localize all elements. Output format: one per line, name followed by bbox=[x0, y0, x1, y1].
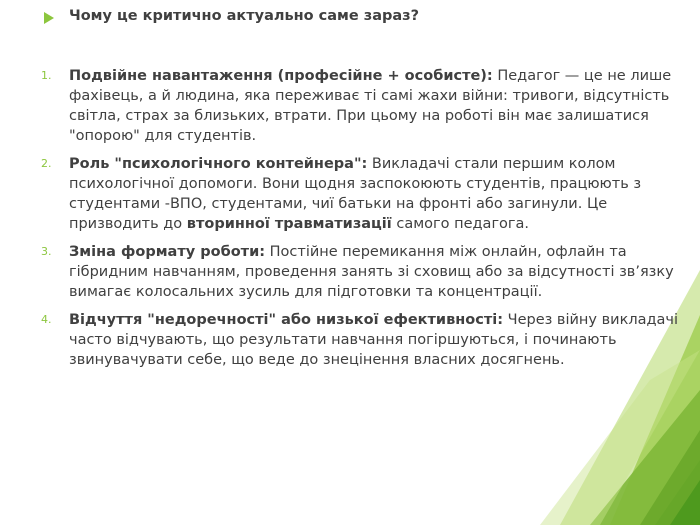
list-item-number: 2. bbox=[41, 157, 52, 170]
body-text: Через війну викладачі часто відчувають, що результати навчання погіршуються, і починають звинувачувати себе, що веде до знецінення власних досягнень. bbox=[69, 312, 678, 368]
slide-heading: Чому це критично актуально саме зараз? bbox=[69, 8, 419, 24]
list-item bbox=[41, 66, 679, 146]
bold-text: Відчуття "недоречності" або низької ефективності: bbox=[69, 312, 504, 328]
body-text: Постійне перемикання між онлайн, офлайн та гібридним навчанням, проведення занять зі сховищ або за відсутності зв’язку вимагає колосальних зусиль для підготовки та концентрації. bbox=[69, 244, 674, 300]
list-item-number: 4. bbox=[41, 313, 52, 326]
arrow-bullet-icon bbox=[44, 12, 54, 24]
list-item bbox=[41, 310, 679, 370]
list-item bbox=[41, 154, 679, 234]
body-text: самого педагога. bbox=[391, 216, 530, 232]
bold-text: Роль "психологічного контейнера": bbox=[69, 156, 368, 172]
bold-text: Зміна формату роботи: bbox=[69, 244, 266, 260]
body-text: Викладачі стали першим колом психологічної допомоги. Вони щодня заспокоюють студентів, працюють з студентами -ВПО, студентами, чиї батьки на фронті або загинули. Це призводить до bbox=[69, 156, 642, 232]
list-item-number: 1. bbox=[41, 69, 52, 82]
bold-text: Подвійне навантаження (професійне + особисте): bbox=[69, 68, 493, 84]
list-item-number: 3. bbox=[41, 245, 52, 258]
numbered-list bbox=[41, 66, 679, 378]
list-item bbox=[41, 242, 679, 302]
body-text: Педагог — це не лише фахівець, а й людина, яка переживає ті самі жахи війни: тривоги, відсутність світла, страх за близьких, втрати. При цьому на роботі він має залишатися "опорою" для студентів. bbox=[69, 68, 672, 144]
bold-text: вторинної травматизації bbox=[186, 216, 392, 232]
